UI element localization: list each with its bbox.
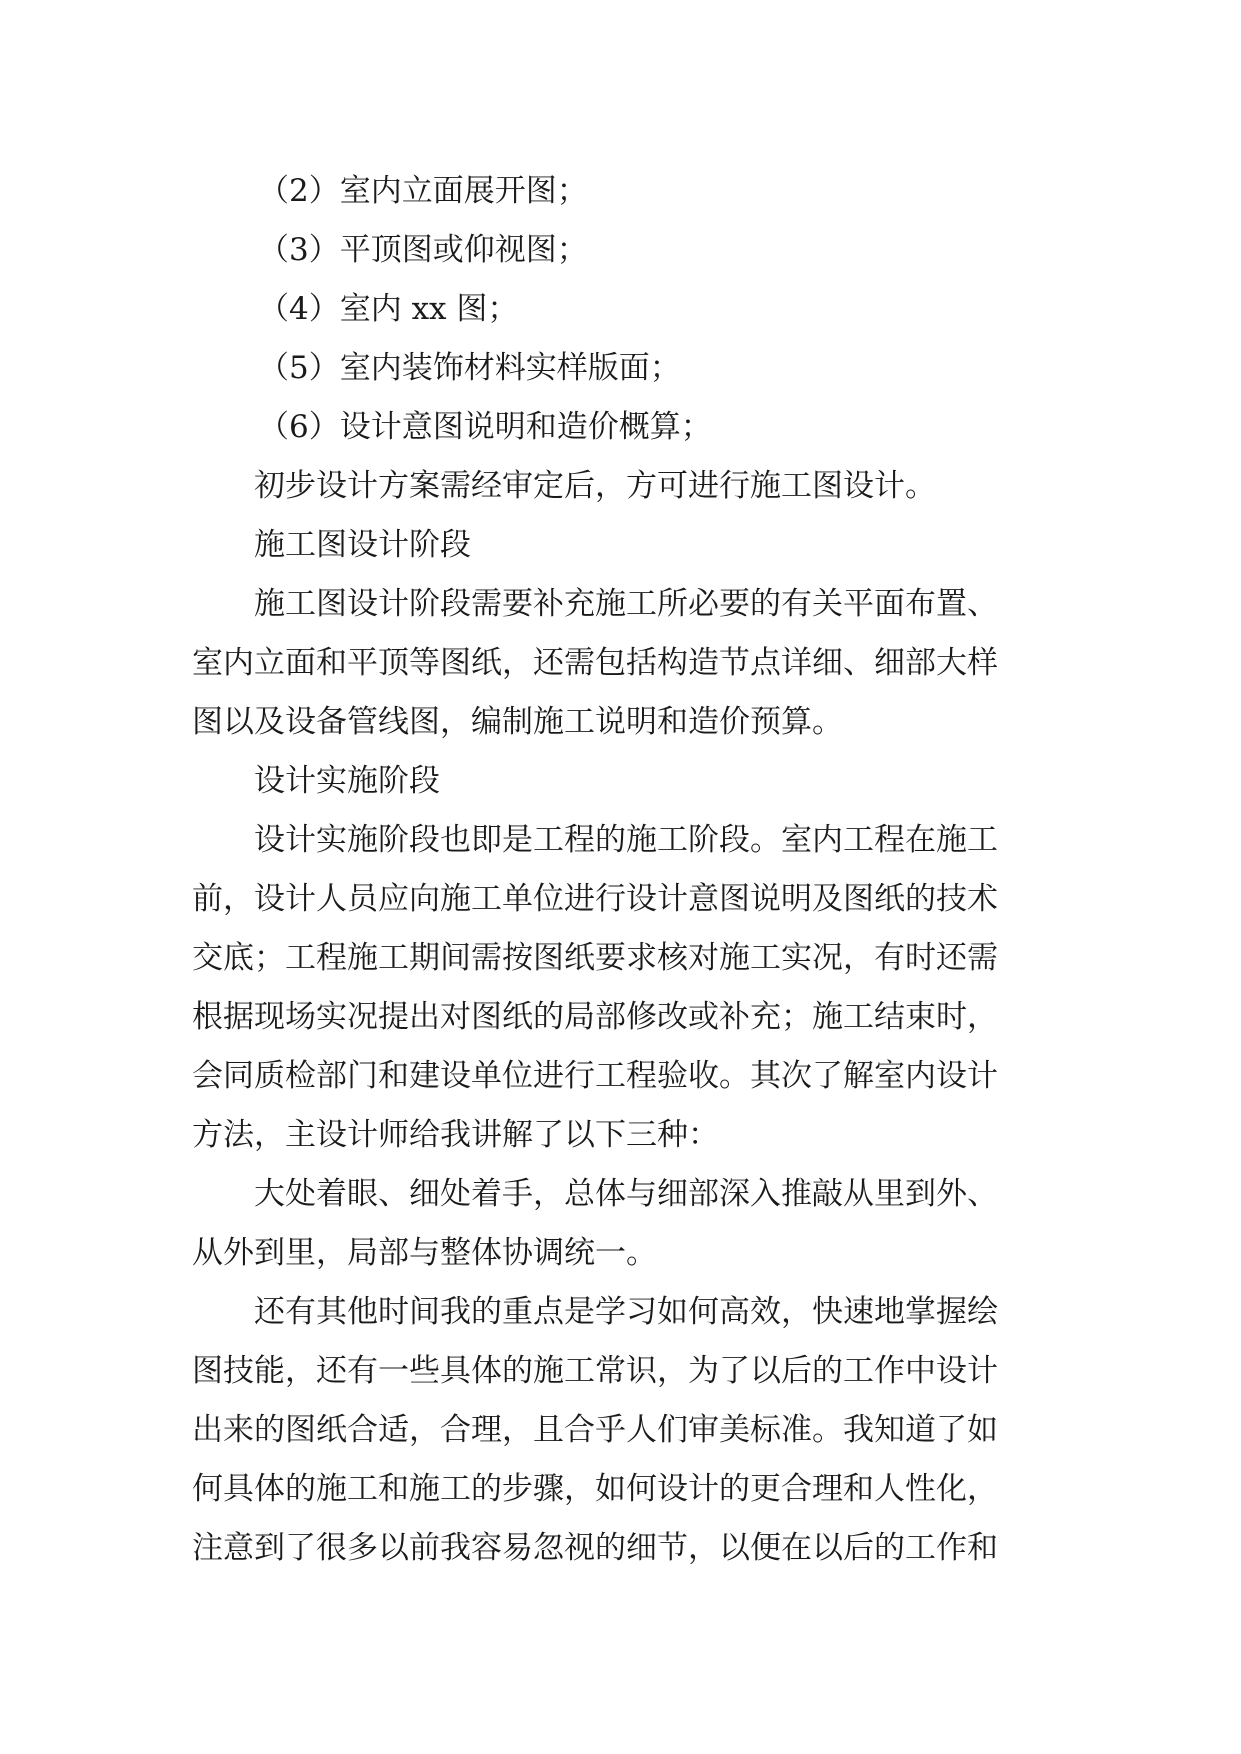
- paragraph-construction-drawing-line: 图以及设备管线图，编制施工说明和造价预算。: [192, 704, 843, 740]
- paragraph-learning-line: 还有其他时间我的重点是学习如何高效，快速地掌握绘: [254, 1294, 998, 1330]
- section-heading-construction-drawing: 施工图设计阶段: [254, 527, 471, 563]
- list-item-4: （4）室内 xx 图；: [258, 291, 519, 327]
- paragraph-learning-line: 何具体的施工和施工的步骤，如何设计的更合理和人性化，: [192, 1471, 998, 1507]
- list-item-3: （3）平顶图或仰视图；: [258, 232, 588, 268]
- paragraph-construction-drawing-line: 施工图设计阶段需要补充施工所必要的有关平面布置、: [254, 586, 998, 622]
- section-heading-implementation: 设计实施阶段: [254, 763, 440, 799]
- paragraph-learning-line: 注意到了很多以前我容易忽视的细节，以便在以后的工作和: [192, 1530, 998, 1566]
- list-item-5: （5）室内装饰材料实样版面；: [258, 350, 681, 386]
- paragraph-implementation-line: 方法，主设计师给我讲解了以下三种：: [192, 1117, 719, 1153]
- paragraph-implementation-line: 会同质检部门和建设单位进行工程验收。其次了解室内设计: [192, 1058, 998, 1094]
- paragraph-implementation-line: 前，设计人员应向施工单位进行设计意图说明及图纸的技术: [192, 881, 998, 917]
- paragraph-learning-line: 图技能，还有一些具体的施工常识，为了以后的工作中设计: [192, 1353, 998, 1389]
- paragraph-method-line: 从外到里，局部与整体协调统一。: [192, 1235, 657, 1271]
- paragraph-construction-drawing-line: 室内立面和平顶等图纸，还需包括构造节点详细、细部大样: [192, 645, 998, 681]
- paragraph-learning-line: 出来的图纸合适，合理，且合乎人们审美标准。我知道了如: [192, 1412, 998, 1448]
- document-body: [192, 162, 1072, 1578]
- list-item-6: （6）设计意图说明和造价概算；: [258, 409, 712, 445]
- paragraph-preliminary-approval: 初步设计方案需经审定后，方可进行施工图设计。: [254, 468, 936, 504]
- paragraph-implementation-line: 根据现场实况提出对图纸的局部修改或补充；施工结束时，: [192, 999, 998, 1035]
- paragraph-method-line: 大处着眼、细处着手，总体与细部深入推敲从里到外、: [254, 1176, 998, 1212]
- paragraph-implementation-line: 设计实施阶段也即是工程的施工阶段。室内工程在施工: [254, 822, 998, 858]
- paragraph-implementation-line: 交底；工程施工期间需按图纸要求核对施工实况，有时还需: [192, 940, 998, 976]
- list-item-2: （2）室内立面展开图；: [258, 173, 588, 209]
